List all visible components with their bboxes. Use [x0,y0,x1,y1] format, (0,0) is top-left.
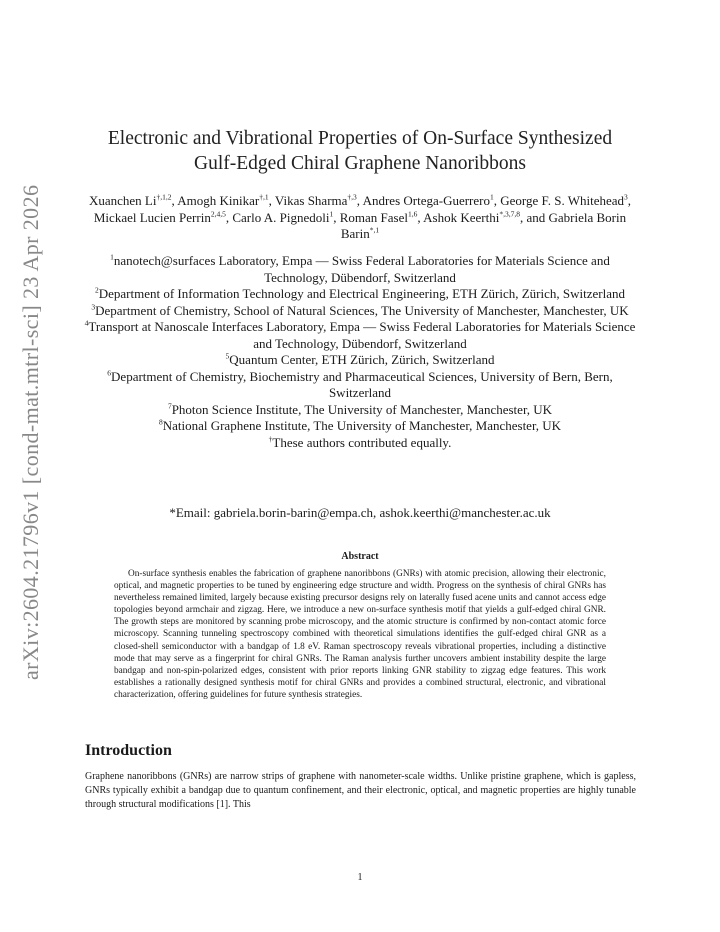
author-affiliation-marker: †,1,2 [156,192,172,202]
author-name: Andres Ortega-Guerrero [362,193,490,208]
affiliation [84,418,636,435]
affiliation [84,319,636,352]
affiliation-text: Photon Science Institute, The University of Manchester, Manchester, UK [171,401,553,417]
affiliation-marker: 4 [84,318,89,328]
author-affiliation-marker: *,1 [369,225,380,235]
author-affiliation-marker: 1 [490,192,494,202]
author-affiliation-marker: †,3 [347,192,357,202]
author-name: Carlo A. Pignedoli [232,209,330,225]
author-name: Ashok Keerthi [423,209,500,225]
affiliation-text: nanotech@surfaces Laboratory, Empa — Swiss Federal Laboratories for Materials Science and Technology, Dübendorf, Switzerland [113,253,610,285]
introduction-heading: Introduction [85,742,172,759]
introduction-text: Graphene nanoribbons (GNRs) are narrow strips of graphene with nanometer-scale widths. Unlike pristine graphene, which is gapless, GNRs typically exhibit a bandgap due to quantum confinement, and their electronic, optical, and magnetic properties are highly tunable through structural modifications [1]. This [85,771,636,810]
arxiv-id: arXiv:2604.21796v1 [cond-mat.mtrl-sci] 23 Apr 2026 [18,184,43,680]
affiliation [84,303,636,320]
author-name: Roman Fasel [339,209,408,225]
affiliation [84,286,636,303]
affiliation-text: Department of Chemistry, Biochemistry and Pharmaceutical Sciences, University of Bern, Bern, Switzerland [111,368,613,400]
affiliation-marker: 1 [110,252,114,262]
author-name: Amogh Kinikar [177,193,260,208]
author-affiliation-marker: 2,4,5 [210,209,226,219]
affiliation-text: Department of Chemistry, School of Natural Sciences, The University of Manchester, Manchester, UK [95,302,629,318]
affiliation-text: Department of Information Technology and Electrical Engineering, ETH Zürich, Zürich, Switzerland [98,286,625,301]
affiliation-text: Transport at Nanoscale Interfaces Laboratory, Empa — Swiss Federal Laboratories for Materials Science and Technology, Dübendorf, Switzerland [88,319,636,351]
affiliation-marker: 6 [107,368,112,378]
affiliation [84,352,636,369]
affiliation-marker: 2 [94,285,99,295]
affiliation-text: Quantum Center, ETH Zürich, Zürich, Switzerland [229,352,495,367]
affiliation-marker: 5 [225,351,230,361]
author-name: George F. S. Whitehead [500,193,625,208]
author-name: Gabriela Borin Barin [340,209,627,241]
author-name: Vikas Sharma [274,193,348,208]
paper-title [80,126,640,176]
affiliation-marker: 8 [158,417,163,427]
affiliation-marker: † [268,434,273,444]
author-affiliation-marker: 1,6 [407,209,418,219]
author-list: Xuanchen $Li^{\dagger,1,2}$, Amogh Kinikar$^{\dagger,1}$, Vikas Sharma$^{\dagger,3}$, Andres Ortega-Guerrero$^1$, George F. S. Whitehead$^3$, Mickael Lucien Perrin$^{2,4,5}$, Carlo A. Pignedoli$^1$, Roman Fasel$^{1,6}$, Ashok Keerthi$^{*,3,7,8}$, and Gabriela Borin Barin$^{*,1}$ [88,192,632,241]
author-affiliation-marker: 3 [624,192,628,202]
corresponding-email: *Email: gabriela.borin-barin@empa.ch, ashok.keerthi@manchester.ac.uk [169,505,551,520]
title-line-1: Electronic and Vibrational Properties of On-Surface Synthesized [107,128,613,149]
affiliation [84,435,636,452]
affiliation-marker: 7 [167,401,172,411]
author-name: Xuanchen Li [88,193,157,208]
affiliation [84,253,636,286]
author-affiliation-marker: *,3,7,8 [499,209,520,219]
abstract-text: On-surface synthesis enables the fabrication of graphene nanoribbons (GNRs) with atomic precision, allowing their electronic, optical, and magnetic properties to be tuned by engineering edge structure and width. Progress on the synthesis of chiral GNRs has nevertheless remained limited, largely because existing precursor designs rely on laterally fused acene units and cannot access edge topologies beyond armchair and zigzag. Here, we introduce a new on-surface synthesis motif that yields a gulf-edged chiral GNR. The growth steps are monitored by scanning probe microscopy, and the atomic structure is confirmed by non-contact atomic force microscopy. Scanning tunneling spectroscopy combined with theoretical simulations identifies the gulf-edged chiral GNR as a closed-shell semiconductor with a bandgap of 1.8 eV. Raman spectroscopy reveals vibrational properties, including a distinctive mode that may serve as a fingerprint for chiral GNRs. The Raman analysis further uncovers ambient instability despite the large bandgap and non-spin-polarized edges, consistent with prior reports linking GNR stability to zigzag edge features. This work establishes a rationally designed synthesis motif for chiral GNRs and provides a combined structural, electronic, and vibrational characterization, offering guidelines for future synthesis strategies. [114,569,606,700]
abstract-heading: Abstract [341,551,379,562]
affiliation-text: National Graphene Institute, The University of Manchester, Manchester, UK [162,418,562,433]
author-affiliation-marker: †,1 [259,192,269,202]
title-line-2: Gulf-Edged Chiral Graphene Nanoribbons [194,153,526,174]
author-name: Mickael Lucien Perrin [93,209,211,225]
affiliation [84,369,636,402]
page-number: 1 [357,872,363,883]
affiliation-text: These authors contributed equally. [272,434,452,450]
affiliation-list [84,253,636,451]
author-affiliation-marker: 1 [329,209,334,219]
affiliation-marker: 3 [91,302,96,312]
affiliation [84,402,636,419]
